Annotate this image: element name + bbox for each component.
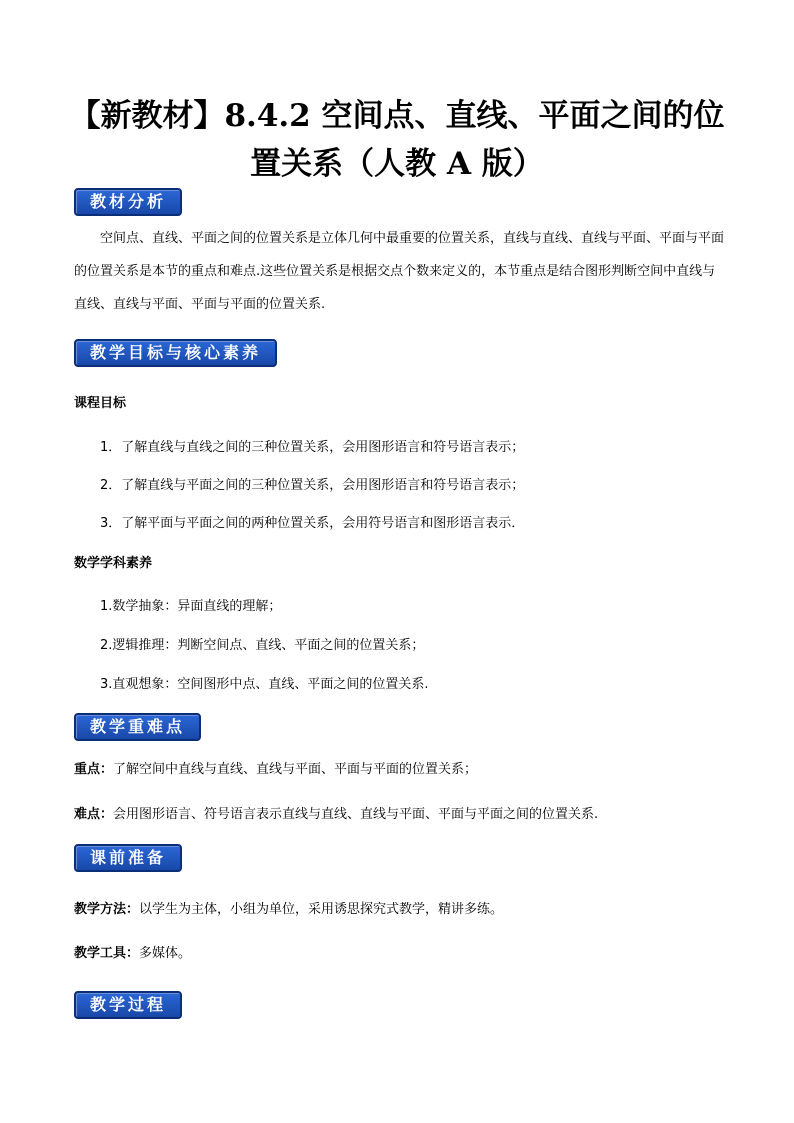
section-badge-preparation: 课前准备 bbox=[74, 844, 182, 872]
document-title bbox=[60, 92, 734, 188]
literacy-item-3: 3.直观想象：空间图形中点、直线、平面之间的位置关系. bbox=[100, 677, 429, 692]
literacy-heading: 数学学科素养 bbox=[74, 556, 153, 571]
difficulty-line bbox=[74, 806, 598, 824]
tools-label: 教学工具： bbox=[74, 946, 140, 961]
tools-text: 多媒体。 bbox=[139, 946, 192, 961]
analysis-paragraph: 空间点、直线、平面之间的位置关系是立体几何中最重要的位置关系，直线与直线、直线与平面、平面与平面的位置关系是本节的重点和难点.这些位置关系是根据交点个数来定义的，本节重点是结合图形判断空间中直线与直线、直线与平面、平面与平面的位置关系. bbox=[74, 231, 725, 312]
method-line bbox=[74, 901, 503, 919]
course-goal-item-2: 2．了解直线与平面之间的三种位置关系，会用图形语言和符号语言表示； bbox=[100, 478, 525, 493]
method-label: 教学方法： bbox=[74, 902, 140, 917]
focus-label: 重点： bbox=[74, 762, 114, 777]
tools-line bbox=[74, 945, 191, 963]
focus-line bbox=[74, 761, 477, 779]
literacy-item-1: 1.数学抽象：异面直线的理解； bbox=[100, 599, 282, 614]
section-badge-goals: 教学目标与核心素养 bbox=[74, 339, 277, 367]
course-goals-heading: 课程目标 bbox=[74, 396, 127, 411]
section-badge-key-points: 教学重难点 bbox=[74, 713, 201, 741]
course-goal-item-1: 1．了解直线与直线之间的三种位置关系，会用图形语言和符号语言表示； bbox=[100, 440, 525, 455]
focus-text: 了解空间中直线与直线、直线与平面、平面与平面的位置关系； bbox=[113, 762, 478, 777]
method-text: 以学生为主体，小组为单位，采用诱思探究式教学，精讲多练。 bbox=[139, 902, 504, 917]
difficulty-text: 会用图形语言、符号语言表示直线与直线、直线与平面、平面与平面之间的位置关系. bbox=[113, 807, 599, 822]
title-line-1: 【新教材】8.4.2 空间点、直线、平面之间的位 bbox=[69, 98, 725, 134]
difficulty-label: 难点： bbox=[74, 807, 114, 822]
section-badge-analysis: 教材分析 bbox=[74, 188, 182, 216]
course-goal-item-3: 3．了解平面与平面之间的两种位置关系，会用符号语言和图形语言表示． bbox=[100, 516, 525, 531]
literacy-item-2: 2.逻辑推理：判断空间点、直线、平面之间的位置关系； bbox=[100, 638, 425, 653]
title-line-2: 置关系（人教 A 版） bbox=[250, 146, 544, 182]
section-badge-process: 教学过程 bbox=[74, 991, 182, 1019]
